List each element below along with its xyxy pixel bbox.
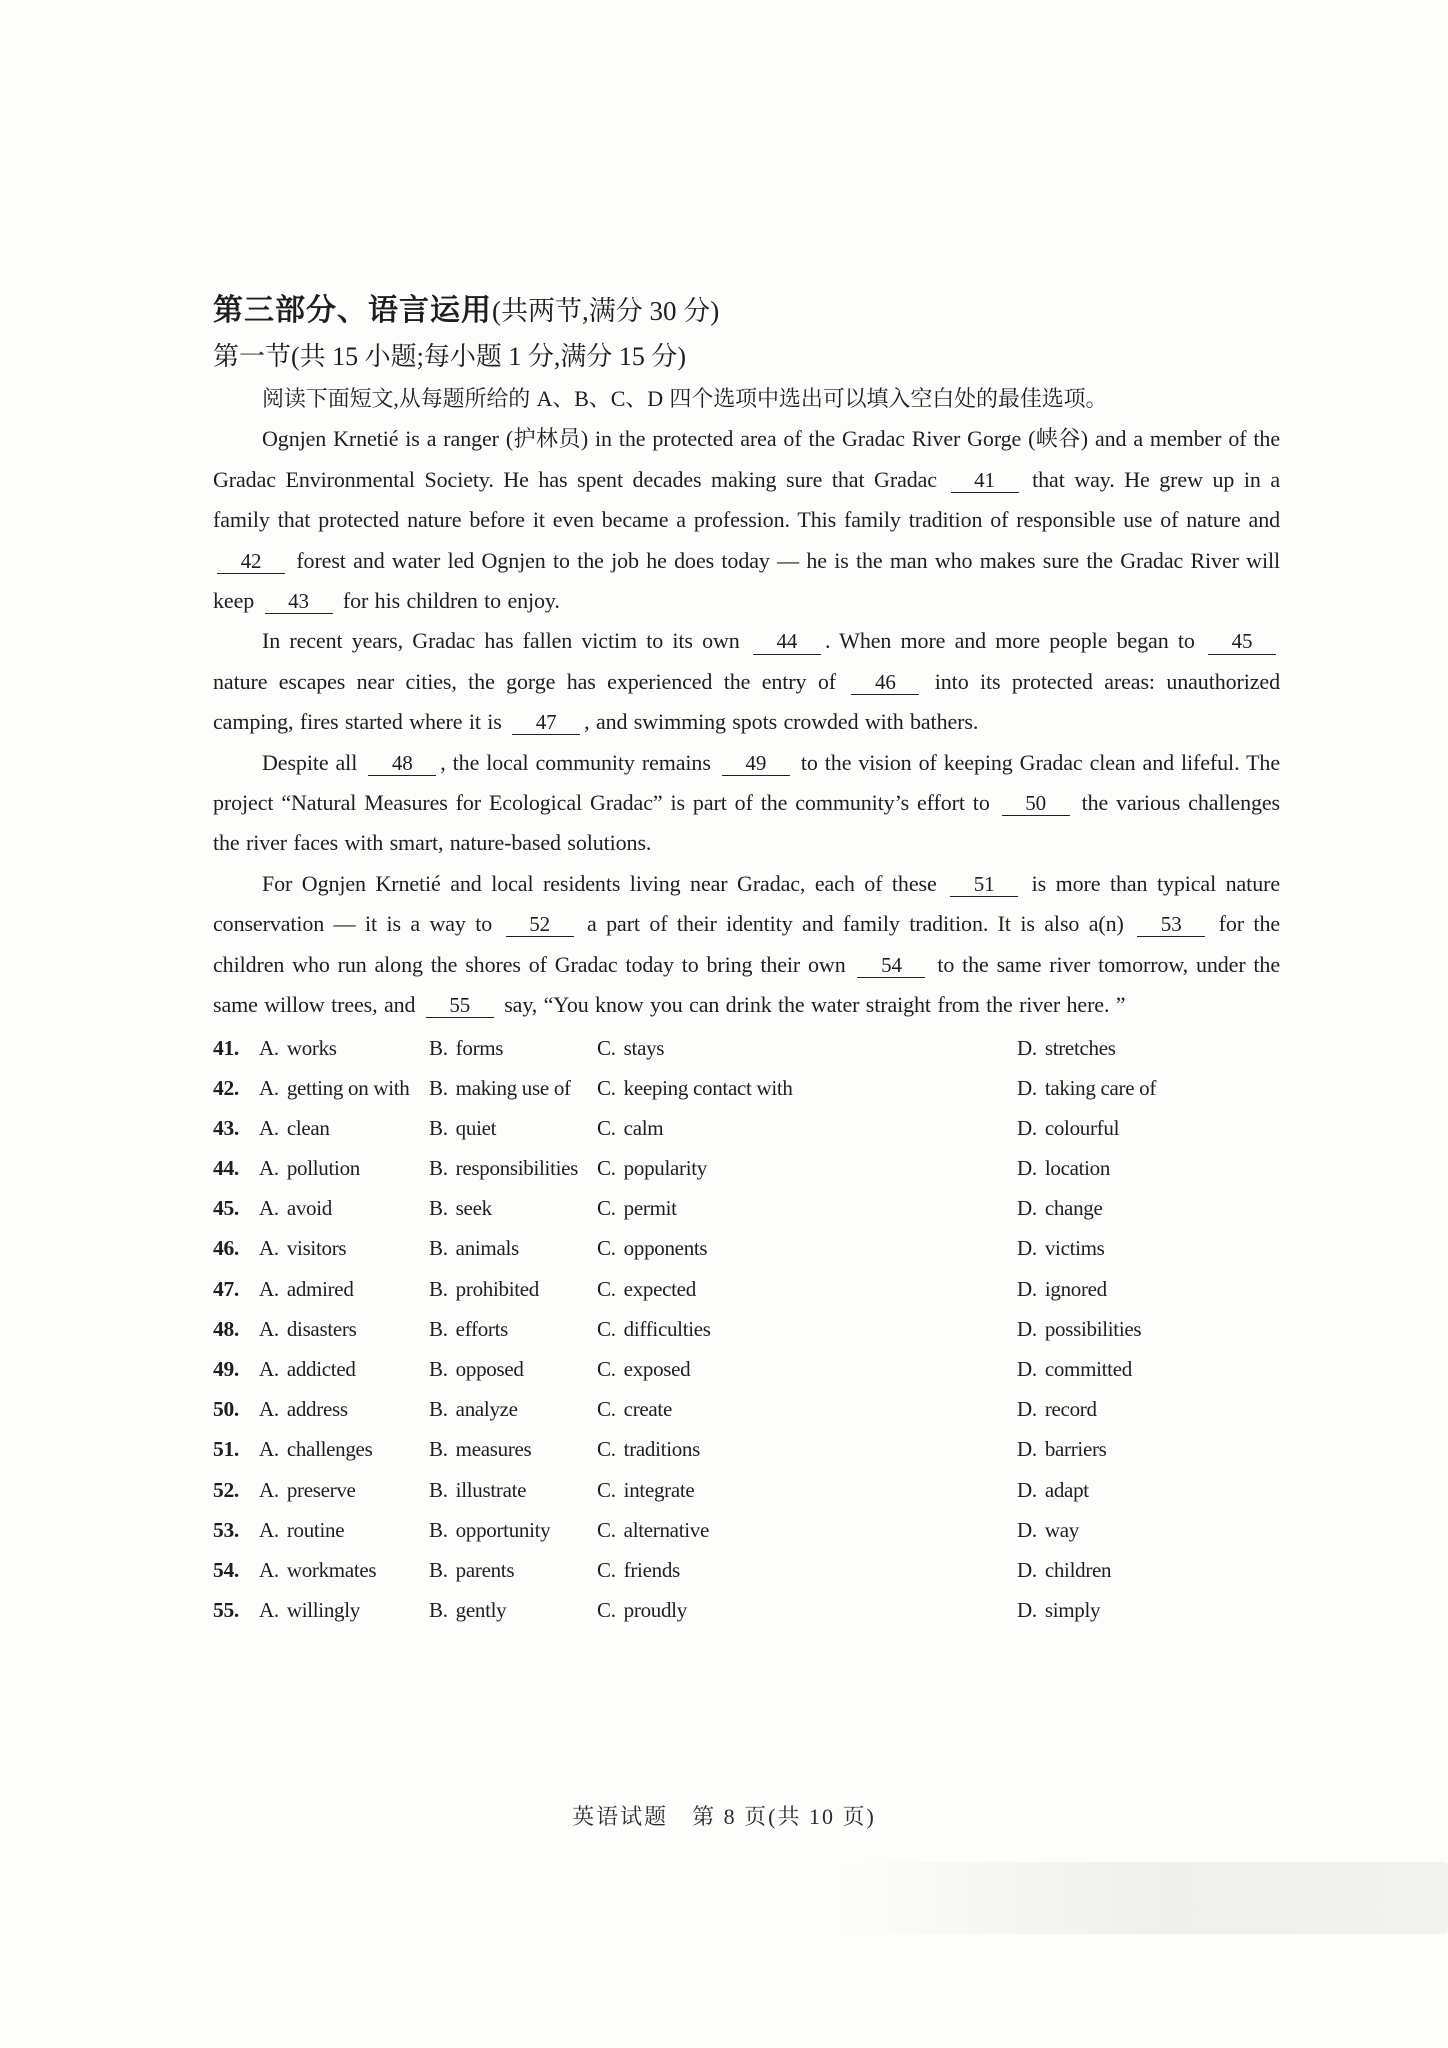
option-letter: B.	[429, 1437, 448, 1462]
option-B	[429, 1269, 597, 1309]
option-B	[429, 1470, 597, 1510]
option-C	[597, 1269, 1017, 1309]
option-B	[429, 1228, 597, 1268]
question-number: 42.	[213, 1075, 239, 1100]
option-text: avoid	[286, 1196, 332, 1221]
option-text: getting on with	[286, 1075, 410, 1100]
question-row-41	[213, 1028, 1280, 1068]
option-letter: C.	[597, 1115, 616, 1140]
option-text: visitors	[286, 1236, 347, 1261]
question-number: 53.	[213, 1517, 239, 1542]
option-letter: A.	[259, 1115, 279, 1140]
question-number: 55.	[213, 1598, 239, 1623]
option-A	[259, 1148, 429, 1188]
option-text: integrate	[623, 1477, 695, 1502]
blank-55: 55	[426, 994, 494, 1018]
option-text: making use of	[455, 1075, 571, 1100]
blank-45: 45	[1208, 630, 1276, 654]
passage-paragraph: In recent years, Gradac has fallen victim to its own 44 . When more and more people began to 45 nature escapes near cities, the gorge has experienced the entry of 46 into its protected areas: unauthorized camping, fires started where it is 47 , and swimming spots crowded with bathers.	[213, 628, 1280, 735]
option-C	[597, 1389, 1017, 1429]
question-row-51	[213, 1429, 1280, 1469]
option-text: keeping contact with	[623, 1075, 793, 1100]
option-letter: D.	[1017, 1075, 1037, 1100]
blank-42: 42	[217, 550, 285, 574]
option-text: willingly	[286, 1598, 360, 1623]
option-letter: C.	[597, 1557, 616, 1582]
question-row-43	[213, 1108, 1280, 1148]
option-letter: D.	[1017, 1517, 1037, 1542]
option-text: forms	[455, 1035, 504, 1060]
option-text: quiet	[455, 1115, 497, 1140]
option-letter: C.	[597, 1075, 616, 1100]
option-text: location	[1044, 1156, 1111, 1181]
option-text: calm	[623, 1115, 664, 1140]
option-letter: C.	[597, 1477, 616, 1502]
option-letter: C.	[597, 1196, 616, 1221]
option-text: opposed	[455, 1357, 524, 1381]
option-B	[429, 1590, 597, 1630]
option-D	[1017, 1510, 1280, 1550]
blank-48: 48	[368, 752, 436, 776]
option-letter: D.	[1017, 1477, 1037, 1502]
option-B	[429, 1510, 597, 1550]
option-text: addicted	[286, 1357, 356, 1381]
question-row-52	[213, 1470, 1280, 1510]
option-letter: D.	[1017, 1397, 1037, 1422]
option-text: opponents	[623, 1236, 708, 1261]
question-row-46	[213, 1228, 1280, 1268]
option-letter: D.	[1017, 1276, 1037, 1301]
option-letter: B.	[429, 1115, 448, 1140]
option-text: adapt	[1044, 1477, 1089, 1502]
option-A	[259, 1228, 429, 1268]
option-letter: A.	[259, 1437, 279, 1462]
option-text: permit	[623, 1196, 677, 1221]
option-letter: A.	[259, 1316, 279, 1341]
question-row-45	[213, 1188, 1280, 1228]
passage-paragraph: Ognjen Krnetié is a ranger (护林员) in the protected area of the Gradac River Gorge (峡谷) and a member of the Gradac Environmental Society. He has spent decades making sure that Gradac 41 that way. He grew up in a family that protected nature before it even became a profession. This family tradition of responsible use of nature and 42 forest and water led Ognjen to the job he does today — he is the man who makes sure the Gradac River will keep 43 for his children to enjoy.	[213, 426, 1280, 614]
page-content	[213, 288, 1280, 1630]
option-A	[259, 1269, 429, 1309]
option-C	[597, 1108, 1017, 1148]
option-text: illustrate	[455, 1477, 527, 1502]
option-text: committed	[1044, 1357, 1132, 1381]
option-text: works	[286, 1035, 337, 1060]
option-text: children	[1044, 1557, 1112, 1582]
option-text: victims	[1044, 1236, 1105, 1261]
option-text: change	[1044, 1196, 1103, 1221]
option-C	[597, 1510, 1017, 1550]
option-letter: A.	[259, 1598, 279, 1623]
blank-50: 50	[1002, 792, 1070, 816]
option-A	[259, 1108, 429, 1148]
option-text: exposed	[623, 1357, 691, 1381]
option-A	[259, 1389, 429, 1429]
option-A	[259, 1510, 429, 1550]
instruction-text: 阅读下面短文,从每题所给的 A、B、C、D 四个选项中选出可以填入空白处的最佳选项。	[262, 386, 1108, 411]
option-text: analyze	[455, 1397, 518, 1422]
option-text: pollution	[286, 1156, 360, 1181]
option-letter: B.	[429, 1557, 448, 1582]
question-row-49	[213, 1349, 1280, 1389]
option-D	[1017, 1590, 1280, 1630]
option-letter: B.	[429, 1196, 448, 1221]
option-letter: A.	[259, 1276, 279, 1301]
option-text: efforts	[455, 1316, 508, 1341]
option-text: measures	[455, 1437, 532, 1462]
passage-paragraph: Despite all 48 , the local community remains 49 to the vision of keeping Gradac clean and lifeful. The project “Natural Measures for Ecological Gradac” is part of the community’s effort to 50 the various challenges the river faces with smart, nature-based solutions.	[213, 749, 1280, 856]
blank-43: 43	[265, 590, 333, 614]
option-A	[259, 1309, 429, 1349]
option-letter: A.	[259, 1236, 279, 1261]
option-letter: D.	[1017, 1316, 1037, 1341]
page-footer: 英语试题 第 8 页(共 10 页)	[572, 1804, 876, 1829]
option-A	[259, 1590, 429, 1630]
option-D	[1017, 1068, 1280, 1108]
option-letter: B.	[429, 1477, 448, 1502]
option-text: animals	[455, 1236, 519, 1261]
option-A	[259, 1470, 429, 1510]
option-text: record	[1044, 1397, 1097, 1422]
option-letter: D.	[1017, 1437, 1037, 1462]
option-text: stays	[623, 1035, 665, 1060]
option-C	[597, 1470, 1017, 1510]
option-C	[597, 1188, 1017, 1228]
option-B	[429, 1028, 597, 1068]
question-row-53	[213, 1510, 1280, 1550]
option-text: gently	[455, 1598, 507, 1623]
option-A	[259, 1188, 429, 1228]
option-letter: B.	[429, 1397, 448, 1422]
option-D	[1017, 1028, 1280, 1068]
option-text: friends	[623, 1557, 680, 1582]
option-text: preserve	[286, 1477, 356, 1502]
option-letter: D.	[1017, 1115, 1037, 1140]
option-letter: C.	[597, 1397, 616, 1422]
question-number: 48.	[213, 1316, 239, 1341]
option-C	[597, 1228, 1017, 1268]
scan-artifact-shadow	[828, 1862, 1448, 1934]
option-letter: A.	[259, 1156, 279, 1181]
section-heading-title: 第三部分、语言运用	[213, 294, 492, 327]
option-D	[1017, 1349, 1280, 1389]
option-letter: D.	[1017, 1357, 1037, 1381]
option-letter: A.	[259, 1196, 279, 1221]
option-A	[259, 1550, 429, 1590]
blank-54: 54	[857, 954, 925, 978]
option-letter: C.	[597, 1357, 616, 1381]
option-text: prohibited	[455, 1276, 539, 1301]
option-text: colourful	[1044, 1115, 1120, 1140]
question-number: 45.	[213, 1196, 239, 1221]
option-text: disasters	[286, 1316, 357, 1341]
option-D	[1017, 1389, 1280, 1429]
question-number: 51.	[213, 1437, 239, 1462]
option-letter: D.	[1017, 1557, 1037, 1582]
option-letter: D.	[1017, 1598, 1037, 1623]
option-D	[1017, 1188, 1280, 1228]
option-letter: B.	[429, 1517, 448, 1542]
question-row-48	[213, 1309, 1280, 1349]
blank-41: 41	[951, 469, 1019, 493]
option-C	[597, 1590, 1017, 1630]
option-letter: A.	[259, 1397, 279, 1422]
question-row-50	[213, 1389, 1280, 1429]
option-letter: C.	[597, 1598, 616, 1623]
option-text: alternative	[623, 1517, 709, 1542]
blank-51: 51	[950, 873, 1018, 897]
question-number: 49.	[213, 1357, 239, 1381]
option-letter: B.	[429, 1075, 448, 1100]
blank-52: 52	[506, 913, 574, 937]
option-letter: C.	[597, 1156, 616, 1181]
option-text: difficulties	[623, 1316, 711, 1341]
option-C	[597, 1309, 1017, 1349]
option-text: routine	[286, 1517, 345, 1542]
question-row-55	[213, 1590, 1280, 1630]
option-letter: B.	[429, 1156, 448, 1181]
option-text: workmates	[286, 1557, 377, 1582]
option-letter: C.	[597, 1236, 616, 1261]
option-letter: D.	[1017, 1196, 1037, 1221]
option-D	[1017, 1470, 1280, 1510]
question-number: 43.	[213, 1115, 239, 1140]
option-text: popularity	[623, 1156, 707, 1181]
option-D	[1017, 1269, 1280, 1309]
option-letter: A.	[259, 1557, 279, 1582]
option-text: seek	[455, 1196, 492, 1221]
question-row-42	[213, 1068, 1280, 1108]
option-letter: A.	[259, 1075, 279, 1100]
option-B	[429, 1068, 597, 1108]
option-text: address	[286, 1397, 348, 1422]
question-row-44	[213, 1148, 1280, 1188]
option-text: barriers	[1044, 1437, 1107, 1462]
option-letter: C.	[597, 1517, 616, 1542]
option-A	[259, 1068, 429, 1108]
option-letter: C.	[597, 1437, 616, 1462]
subsection-heading: 第一节(共 15 小题;每小题 1 分,满分 15 分)	[213, 342, 687, 371]
option-A	[259, 1349, 429, 1389]
question-row-47	[213, 1269, 1280, 1309]
option-B	[429, 1309, 597, 1349]
question-number: 41.	[213, 1035, 239, 1060]
option-letter: B.	[429, 1357, 448, 1381]
option-D	[1017, 1550, 1280, 1590]
option-C	[597, 1148, 1017, 1188]
option-A	[259, 1028, 429, 1068]
question-number: 44.	[213, 1156, 239, 1181]
option-text: challenges	[286, 1437, 373, 1462]
option-B	[429, 1108, 597, 1148]
cloze-passage	[213, 419, 1280, 1025]
option-B	[429, 1188, 597, 1228]
option-B	[429, 1148, 597, 1188]
option-C	[597, 1429, 1017, 1469]
option-B	[429, 1550, 597, 1590]
option-B	[429, 1389, 597, 1429]
question-number: 50.	[213, 1397, 239, 1422]
option-letter: B.	[429, 1276, 448, 1301]
option-text: responsibilities	[455, 1156, 579, 1181]
option-D	[1017, 1228, 1280, 1268]
option-text: traditions	[623, 1437, 700, 1462]
option-D	[1017, 1108, 1280, 1148]
option-text: parents	[455, 1557, 515, 1582]
option-letter: A.	[259, 1357, 279, 1381]
option-letter: B.	[429, 1598, 448, 1623]
option-text: taking care of	[1044, 1075, 1157, 1100]
blank-44: 44	[753, 630, 821, 654]
option-letter: C.	[597, 1316, 616, 1341]
blank-46: 46	[851, 671, 919, 695]
option-text: simply	[1044, 1598, 1101, 1623]
option-text: admired	[286, 1276, 354, 1301]
option-letter: C.	[597, 1276, 616, 1301]
blank-53: 53	[1137, 913, 1205, 937]
blank-49: 49	[722, 752, 790, 776]
option-letter: A.	[259, 1477, 279, 1502]
option-text: way	[1044, 1517, 1079, 1542]
option-letter: B.	[429, 1035, 448, 1060]
option-letter: D.	[1017, 1156, 1037, 1181]
option-text: create	[623, 1397, 672, 1422]
option-D	[1017, 1148, 1280, 1188]
option-letter: C.	[597, 1035, 616, 1060]
blank-47: 47	[512, 711, 580, 735]
options-list	[213, 1028, 1280, 1631]
option-text: expected	[623, 1276, 696, 1301]
question-number: 46.	[213, 1236, 239, 1261]
option-letter: D.	[1017, 1035, 1037, 1060]
option-C	[597, 1550, 1017, 1590]
option-text: opportunity	[455, 1517, 551, 1542]
section-heading-score: (共两节,满分 30 分)	[492, 296, 720, 326]
option-text: proudly	[623, 1598, 687, 1623]
option-C	[597, 1068, 1017, 1108]
passage-paragraph: For Ognjen Krnetié and local residents living near Gradac, each of these 51 is more than typical nature conservation — it is a way to 52 a part of their identity and family tradition. It is also a(n) 53 for the children who run along the shores of Gradac today to bring their own 54 to the same river tomorrow, under the same willow trees, and 55 say, “You know you can drink the water straight from the river here. ”	[213, 870, 1281, 1018]
option-C	[597, 1028, 1017, 1068]
option-letter: A.	[259, 1517, 279, 1542]
option-D	[1017, 1429, 1280, 1469]
option-text: possibilities	[1044, 1316, 1142, 1341]
option-A	[259, 1429, 429, 1469]
question-row-54	[213, 1550, 1280, 1590]
question-number: 54.	[213, 1557, 239, 1582]
option-B	[429, 1429, 597, 1469]
option-letter: D.	[1017, 1236, 1037, 1261]
option-letter: B.	[429, 1236, 448, 1261]
option-text: ignored	[1044, 1276, 1107, 1301]
option-B	[429, 1349, 597, 1389]
section-heading	[213, 288, 1280, 334]
option-letter: B.	[429, 1316, 448, 1341]
question-number: 47.	[213, 1276, 239, 1301]
option-text: stretches	[1044, 1035, 1116, 1060]
option-letter: A.	[259, 1035, 279, 1060]
option-text: clean	[286, 1115, 330, 1140]
option-D	[1017, 1309, 1280, 1349]
question-number: 52.	[213, 1477, 239, 1502]
option-C	[597, 1349, 1017, 1389]
